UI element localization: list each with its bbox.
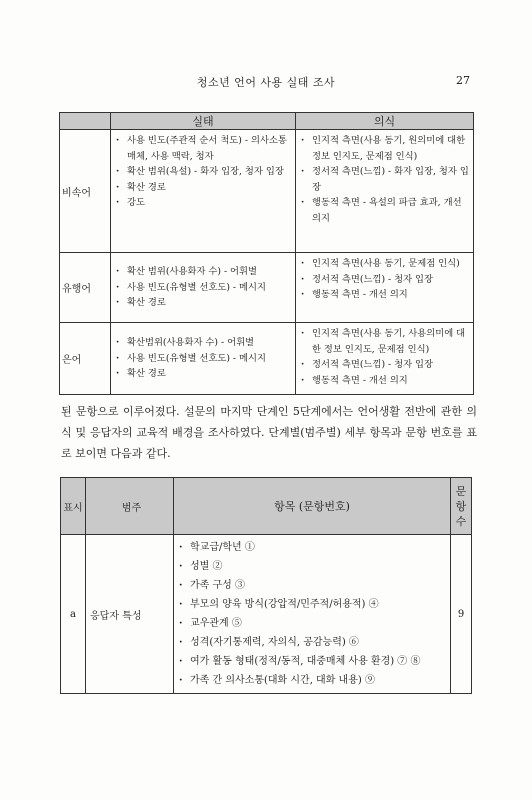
list-item: · 행동적 측면 - 개선 의지	[300, 373, 469, 389]
table-header-row	[61, 478, 472, 535]
table-row	[61, 535, 472, 694]
list-item: · 정서적 측면(느낌) - 청자 입장	[300, 272, 469, 288]
list-item: · 인지적 측면(사용 동기, 원의미에 대한 정보 인지도, 문제점 인식)	[300, 133, 469, 164]
list-item: · 확산 경로	[115, 180, 291, 196]
list-item: · 인지적 측면(사용 동기, 사용의미에 대한 정보 인지도, 문제점 인식)	[300, 326, 469, 357]
list-item: · 성격(자기통제력, 자의식, 공감능력) ⑥	[178, 633, 446, 652]
list-item: · 성별 ②	[178, 557, 446, 576]
list-item: · 인지적 측면(사용 동기, 문제점 인식)	[300, 256, 469, 272]
list-item: · 사용 빈도(유형별 선호도) - 메시지	[115, 351, 291, 367]
awareness-cell	[296, 130, 474, 253]
awareness-cell	[296, 253, 474, 323]
corner-cell	[60, 113, 111, 130]
list-item: · 가족 간 의사소통(대화 시간, 대화 내용) ⑨	[178, 671, 446, 690]
running-header-title: 청소년 언어 사용 실태 조사	[196, 76, 336, 89]
list-item: · 학교급/학년 ①	[178, 538, 446, 557]
status-cell	[111, 323, 296, 395]
header-count-char: 항	[455, 499, 467, 513]
list-item: · 확산 경로	[115, 366, 291, 382]
row-category: 응답자 특성	[86, 535, 174, 694]
header-items: 항목 (문항번호)	[174, 478, 451, 535]
list-item: · 정서적 측면(느낌) - 청자 입장	[300, 357, 469, 373]
status-cell	[111, 253, 296, 323]
table-row	[60, 323, 474, 395]
header-count-char: 수	[455, 514, 467, 528]
row-mark: a	[61, 535, 86, 694]
header-category: 범주	[86, 478, 174, 535]
list-item: · 행동적 측면 - 개선 의지	[300, 287, 469, 303]
list-item: · 강도	[115, 195, 291, 211]
survey-items-table	[60, 477, 472, 694]
list-item: · 사용 빈도(주관적 순서 척도) - 의사소통 매체, 사용 맥락, 청자	[115, 133, 291, 164]
row-label: 비속어	[60, 130, 111, 253]
list-item: · 확산범위(사용화자 수) - 어휘별	[115, 335, 291, 351]
row-count: 9	[451, 535, 472, 694]
list-item: · 행동적 측면 - 욕설의 파급 효과, 개선의지	[300, 195, 469, 226]
header-awareness: 의식	[296, 113, 474, 130]
body-paragraph: 된 문항으로 이루어졌다. 설문의 마지막 단계인 5단계에서는 언어생활 전반에 관한 의식 및 응답자의 교육적 배경을 조사하였다. 단계별(범주별) 세부 항목과 문항 번호를 표로 보이면 다음과 같다.	[61, 405, 477, 460]
header-status: 실태	[111, 113, 296, 130]
language-survey-table	[59, 112, 474, 395]
header-mark: 표시	[61, 478, 86, 535]
table-row	[60, 253, 474, 323]
awareness-cell	[296, 323, 474, 395]
list-item: · 확산 범위(사용화자 수) - 어휘별	[115, 264, 291, 280]
list-item: · 정서적 측면(느낌) - 화자 입장, 청자 입장	[300, 164, 469, 195]
items-cell	[174, 535, 451, 694]
page-number: 27	[456, 74, 470, 87]
list-item: · 부모의 양육 방식(강압적/민주적/허용적) ④	[178, 595, 446, 614]
list-item: · 여가 활동 형태(정적/동적, 대중매체 사용 환경) ⑦ ⑧	[178, 652, 446, 671]
table-row	[60, 130, 474, 253]
list-item: · 확산 범위(욕설) - 화자 입장, 청자 입장	[115, 164, 291, 180]
header-count	[451, 478, 472, 535]
list-item: · 사용 빈도(유형별 선호도) - 메시지	[115, 280, 291, 296]
header-count-char: 문	[455, 484, 467, 498]
table-header-row	[60, 113, 474, 130]
list-item: · 교우관계 ⑤	[178, 614, 446, 633]
row-label: 은어	[60, 323, 111, 395]
list-item: · 확산 경로	[115, 295, 291, 311]
list-item: · 가족 구성 ③	[178, 576, 446, 595]
status-cell	[111, 130, 296, 253]
row-label: 유행어	[60, 253, 111, 323]
